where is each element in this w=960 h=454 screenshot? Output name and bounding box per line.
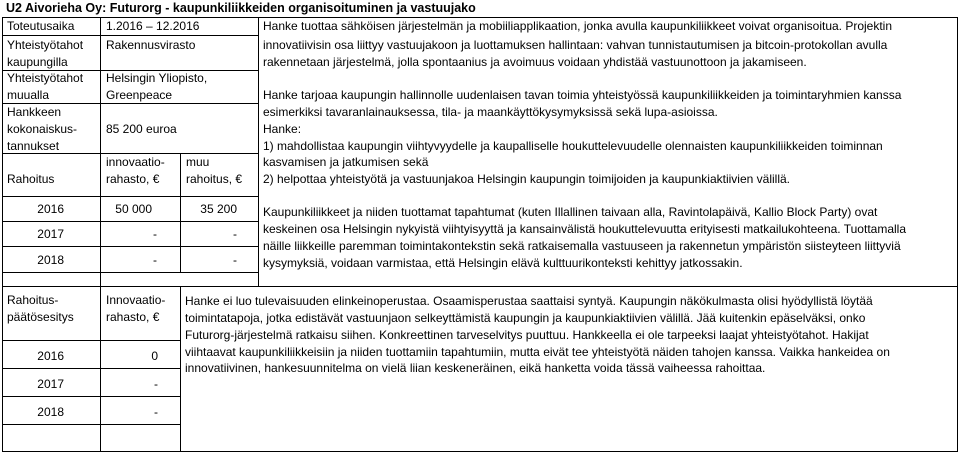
description-line: innovatiivisin osa liittyy vastuujakoon ja luottamuksen hallintaan: vahvan tunnistautumisen ja bitcoin-protokollan avulla: [263, 38, 888, 52]
yhteistyo-kaupungilla-label: kaupungilla: [7, 55, 68, 69]
description-line: 1) mahdollistaa kaupungin viihtyvyydelle ja kaupalliselle houkuttelevuudelle olennaisten kaupunkiliikkeiden toiminnan: [263, 139, 883, 153]
rahoitus-innovaatio-value: 50 000: [115, 202, 152, 216]
yhteistyo-muualla-label: Yhteistyötahot: [7, 71, 84, 85]
decision-year: 2016: [37, 349, 64, 363]
row-rule: [2, 340, 180, 341]
decision-value: 0: [151, 349, 158, 363]
yhteistyo-kaupungilla-label: Yhteistyötahot: [7, 38, 84, 52]
decision-header: Innovaatio-: [106, 293, 166, 307]
description-line: keskeinen osa Helsingin nykyistä viihtyisyyttä ja kansainvälistä houkuttelevuutta erityisesti matkailukohteena. Tuottamalla: [263, 222, 906, 236]
decision-year: 2017: [37, 377, 64, 391]
rahoitus-muu-value: -: [233, 227, 237, 241]
kokonaiskustannukset-value: 85 200 euroa: [106, 122, 177, 136]
rahoitus-muu-value: -: [233, 253, 237, 267]
decision-label: Rahoitus-: [7, 293, 59, 307]
description-line: Hanke tuottaa sähköisen järjestelmän ja mobiiliapplikaation, jonka avulla kaupunkiliikkeet voivat organisoitua. Projektin: [263, 19, 893, 33]
yhteistyo-muualla-value: Greenpeace: [106, 88, 173, 102]
col-rule: [180, 286, 181, 452]
row-rule: [2, 196, 258, 197]
description-line: Hanke tarjoaa kaupungin hallinnolle uudenlaisen tavan toimia yhteistyössä kaupunkiliikkeiden ja toimintaryhmien kanssa: [263, 88, 902, 102]
rahoitus-innovaatio-value: -: [153, 227, 157, 241]
innovaatiorahasto-header: rahasto, €: [106, 172, 160, 186]
description-line: rakennetaan järjestelmä, jolla spontaanius ja avoimuus voidaan yhdistää vastuunottoon ja jakamiseen.: [263, 55, 807, 69]
row-rule: [2, 424, 180, 425]
rahoitus-year: 2018: [37, 253, 64, 267]
rahoitus-year: 2016: [37, 202, 64, 216]
description-line: Hanke:: [263, 122, 302, 136]
description-line: kasvamisen ja jatkumisen sekä: [263, 155, 429, 169]
rahoitus-muu-value: 35 200: [200, 202, 237, 216]
decision-text-line: Futurorg-järjestelmä ratkaisu siihen. Konkreettinen tarveselvitys puuttuu. Hankkeella ei ole tarpeeksi laajat yhteistyötahot. Hakijat: [185, 328, 869, 342]
innovaatiorahasto-header: innovaatio-: [106, 155, 165, 169]
bottom-rule: [2, 451, 958, 452]
yhteistyo-kaupungilla-value: Rakennusvirasto: [106, 38, 196, 52]
description-line: 2) helpottaa yhteistyötä ja vastuunjakoa Helsingin kaupungin toimijoiden ja kaupunkiaktiivien välillä.: [263, 172, 790, 186]
rahoitus-label: Rahoitus: [7, 172, 55, 186]
description-line: kysymyksiä, voidaan varmistaa, että Helsingin elävä kulttuurikonteksti kehittyy jatkossakin.: [263, 256, 743, 270]
decision-text-line: viihtaavat kaupunkiliikkeisiin ja niiden tuottamiin tapahtumiin, mutta eivät tee yhteistyötä näiden tahojen kanssa. Vaikka hankeidea on: [185, 345, 890, 359]
decision-header: rahasto, €: [106, 310, 160, 324]
kokonaiskustannukset-label: tannukset: [7, 139, 60, 153]
decision-value: -: [154, 377, 158, 391]
kokonaiskustannukset-label: Hankkeen: [7, 105, 62, 119]
description-line: esimerkiksi tavaranlainauksessa, tila- ja maankäyttökysymyksissä sekä lupa-asioissa.: [263, 105, 718, 119]
row-rule: [2, 35, 258, 36]
decision-text-line: Hanke ei luo tulevaisuuden elinkeinoperustaa. Osaamisperustaa saattaisi syntyä. Kaupungin näkökulmasta olisi hyödyllistä löytää: [185, 294, 873, 308]
decision-label: päätösesitys: [7, 310, 74, 324]
description-line: näille liikkeille paremman toimintakontekstin sekä ratkaisemalla vastuuseen ja rakennetun ympäristön siisteyteen liittyviä: [263, 239, 901, 253]
col-rule: [258, 17, 259, 286]
rahoitus-innovaatio-value: -: [153, 253, 157, 267]
row-rule: [2, 368, 180, 369]
muu-rahoitus-header: rahoitus, €: [186, 172, 243, 186]
row-rule: [2, 396, 180, 397]
toteutusaika-label: Toteutusaika: [7, 19, 75, 33]
row-rule: [2, 272, 258, 273]
muu-rahoitus-header: muu: [186, 155, 210, 169]
section-rule: [2, 286, 958, 287]
decision-text-line: toimintatapoja, jotka edistävät vastuunjaon selkeyttämistä kaupungin ja kaupunkiaktiivien välillä. Jää kuitenkin epäselväksi, onko: [185, 311, 866, 325]
yhteistyo-muualla-value: Helsingin Yliopisto,: [106, 71, 208, 85]
page-title: U2 Aivorieha Oy: Futurorg - kaupunkiliikkeiden organisoituminen ja vastuujako: [6, 1, 476, 15]
toteutusaika-value: 1.2016 – 12.2016: [106, 19, 200, 33]
decision-text-line: innovatiivinen, hankesuunnitelma on vielä liian keskeneräinen, eikä hanketta voida tässä vaiheessa rahoittaa.: [185, 361, 766, 375]
col-rule: [957, 17, 958, 452]
decision-year: 2018: [37, 405, 64, 419]
description-line: Kaupunkiliikkeet ja niiden tuottamat tapahtumat (kuten Illallinen taivaan alla, Ravintolapäivä, Kallio Block Party) ovat: [263, 205, 878, 219]
decision-value: -: [154, 405, 158, 419]
row-rule: [2, 221, 258, 222]
yhteistyo-muualla-label: muualla: [7, 88, 50, 102]
kokonaiskustannukset-label: kokonaiskus-: [7, 122, 78, 136]
rahoitus-year: 2017: [37, 227, 64, 241]
row-rule: [2, 246, 258, 247]
